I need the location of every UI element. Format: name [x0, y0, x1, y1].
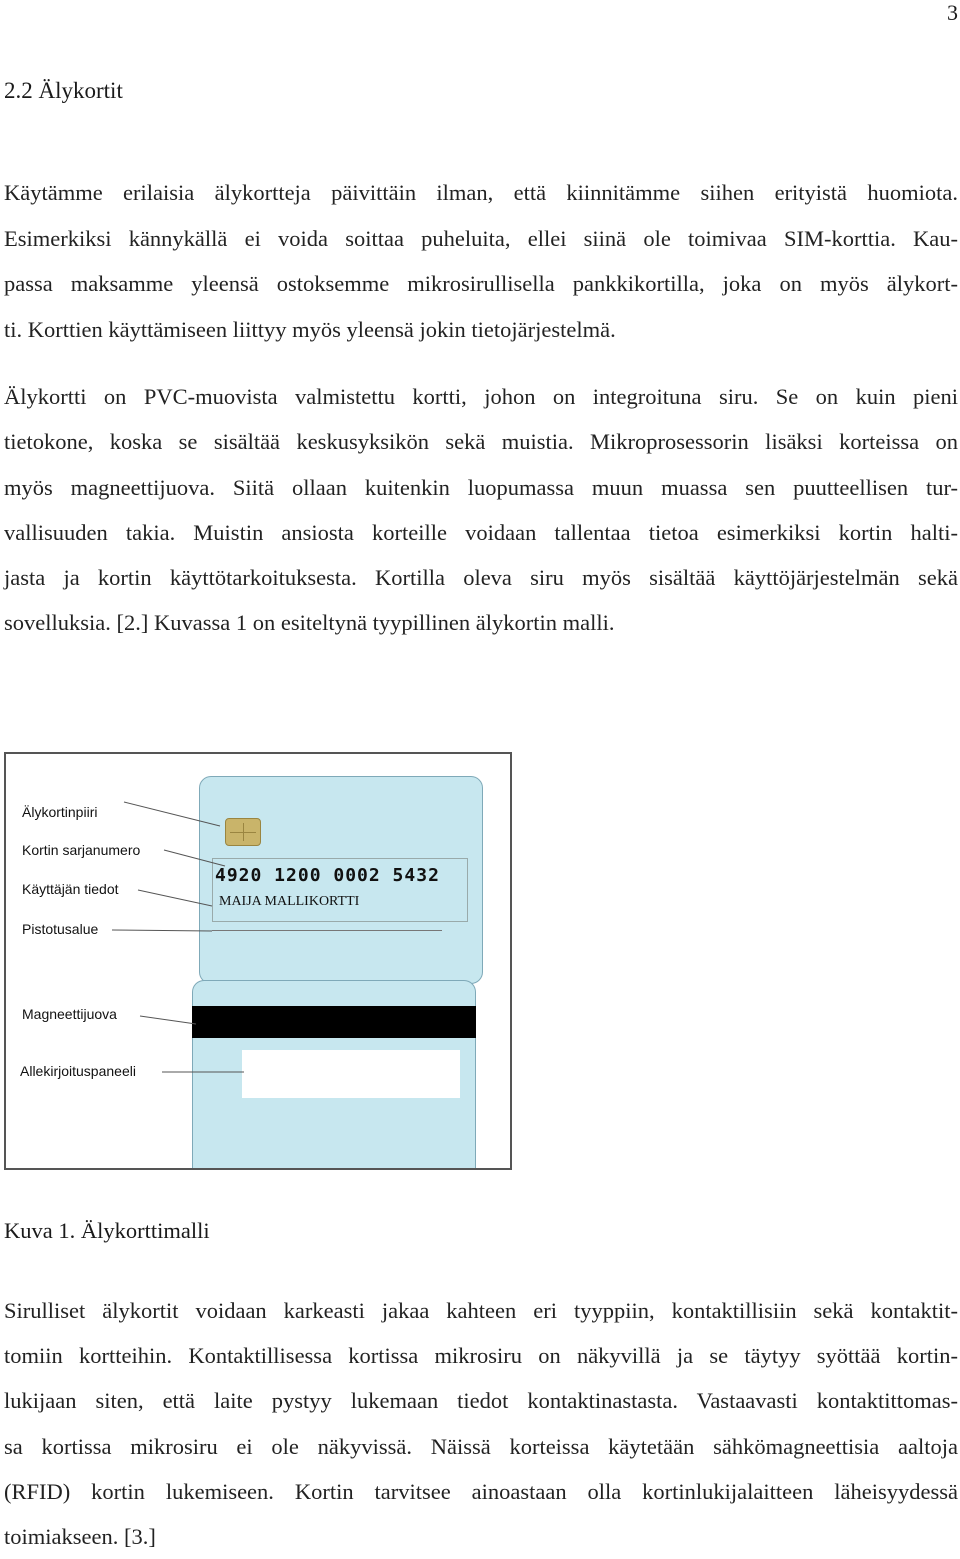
paragraph-types [4, 1288, 958, 1559]
page-number: 3 [947, 0, 958, 25]
text-line: vallisuuden takia. Muistin ansiosta korteille voidaan tallentaa tietoa esimerkiksi kortin halti- [4, 519, 958, 545]
text-line: Käytämme erilaisia älykortteja päivittäin ilman, että kiinnitämme siihen erityistä huomiota. [4, 180, 958, 205]
text-line: Älykortti on PVC-muovista valmistettu kortti, johon on integroituna siru. Se on kuin pieni [4, 384, 958, 409]
text-line: tomiin kortteihin. Kontaktillisessa kortissa mikrosiru on näkyvillä ja se täytyy syöttää kortin- [4, 1343, 958, 1369]
label-signature-area: Pistotusalue [22, 921, 99, 937]
section-heading: 2.2 Älykortit [4, 78, 123, 103]
text-line: Sirulliset älykortit voidaan karkeasti jakaa kahteen eri tyyppiin, kontaktillisiin sekä kontaktit- [4, 1298, 958, 1323]
text-line: tietokone, koska se sisältää keskusyksikön sekä muistia. Mikroprosessorin lisäksi korteissa on [4, 429, 958, 455]
text-line: passa maksamme yleensä ostoksemme mikrosirullisella pankkikortilla, joka on myös älykort- [4, 271, 958, 296]
paragraph-smartcard [4, 374, 958, 646]
text-line: ti. Korttien käyttämiseen liittyy myös yleensä jokin tietojärjestelmä. [4, 316, 616, 342]
text-line: Esimerkiksi kännykällä ei voida soittaa puheluita, ellei siinä ole toimivaa SIM-korttia. Kau- [4, 225, 958, 251]
card-holder-name: MAIJA MALLIKORTTI [219, 894, 360, 909]
text-line: sa kortissa mikrosiru ei ole näkyvissä. Näissä korteissa käytetään sähkömagneettisia aaltoja [4, 1433, 958, 1459]
text-line: lukijaan siten, että laite pystyy lukemaan tiedot kontaktinastasta. Vastaavasti kontaktittomas- [4, 1388, 958, 1414]
smartcard-figure [4, 752, 512, 1170]
label-signature-panel: Allekirjoituspaneeli [20, 1063, 136, 1079]
label-user: Käyttäjän tiedot [22, 881, 119, 897]
text-line: sovelluksia. [2.] Kuvassa 1 on esiteltynä tyypillinen älykortin malli. [4, 610, 615, 636]
label-serial: Kortin sarjanumero [22, 842, 141, 858]
text-line: toimiakseen. [3.] [4, 1524, 156, 1550]
text-line: jasta ja kortin käyttötarkoituksesta. Kortilla oleva siru myös sisältää käyttöjärjestelmän sekä [4, 565, 958, 591]
card-number: 4920 1200 0002 5432 [215, 865, 440, 886]
label-magstripe: Magneettijuova [22, 1006, 117, 1022]
figure-caption: Kuva 1. Älykorttimalli [4, 1218, 210, 1243]
text-line: (RFID) kortin lukemiseen. Kortin tarvitsee ainoastaan olla kortinlukijalaitteen läheisyydessä [4, 1478, 958, 1504]
label-chip: Älykortinpiiri [22, 804, 98, 820]
text-line: myös magneettijuova. Siitä ollaan kuitenkin luopumassa muun muassa sen puutteellisen tur- [4, 474, 958, 500]
paragraph-intro [4, 170, 958, 352]
